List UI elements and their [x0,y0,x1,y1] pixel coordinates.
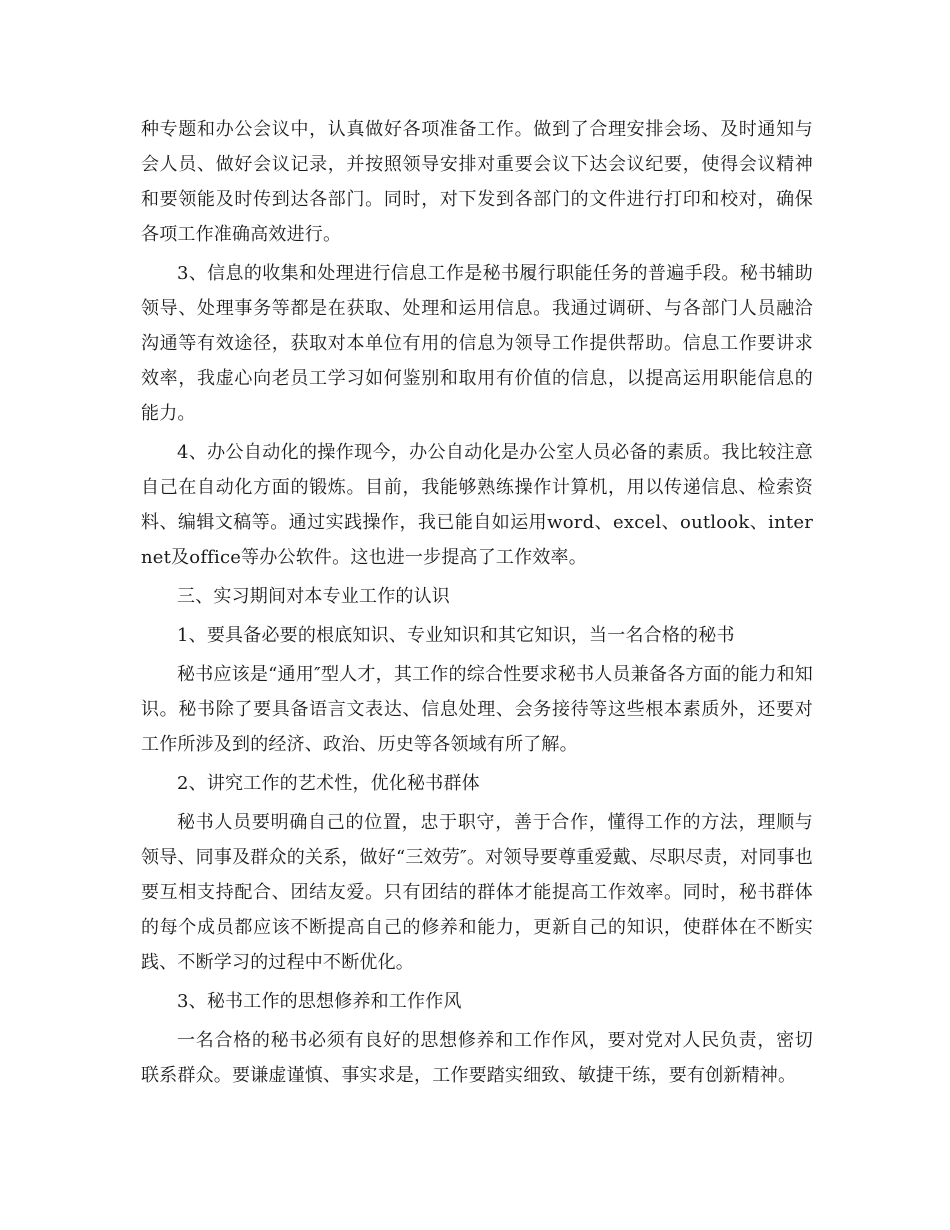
paragraph-qualified-secretary: 一名合格的秘书必须有良好的思想修养和工作作风，要对党对人民负责，密切联系群众。要谦虚谨慎、事实求是，工作要踏实细致、敏捷干练，要有创新精神。 [141,1030,813,1086]
document-body [141,112,813,1097]
paragraph-general-talent: 秘书应该是“通用″型人才，其工作的综合性要求秘书人员兼备各方面的能力和知识。秘书除了要具备语言文表达、信息处理、会务接待等这些根本素质外，还要对工作所涉及到的经济、政治、历史等各领域有所了解。 [141,664,813,755]
subheading-work-style: 3、秘书工作的思想修养和工作作风 [177,991,462,1012]
paragraph-meeting-preparation: 种专题和办公会议中，认真做好各项准备工作。做到了合理安排会场、及时通知与会人员、做好会议记录，并按照领导安排对重要会议下达会议纪要，使得会议精神和要领能及时传到达各部门。同时，对下发到各部门的文件进行打印和校对，确保各项工作准确高效进行。 [141,119,813,245]
paragraph-team-cooperation: 秘书人员要明确自己的位置，忠于职守，善于合作，懂得工作的方法，理顺与领导、同事及群众的关系，做好“三效劳″。对领导要尊重爱戴、尽职尽责，对同事也要互相支持配合、团结友爱。只有团结的群体才能提高工作效率。同时，秘书群体的每个成员都应该不断提高自己的修养和能力，更新自己的知识，使群体在不断实践、不断学习的过程中不断优化。 [141,812,813,973]
section-heading-professional-understanding: 三、实习期间对本专业工作的认识 [177,586,450,607]
subheading-knowledge-requirements: 1、要具备必要的根底知识、专业知识和其它知识，当一名合格的秘书 [177,625,735,646]
paragraph-office-automation: 4、办公自动化的操作现今，办公自动化是办公室人员必备的素质。我比较注意自己在自动化方面的锻炼。目前，我能够熟练操作计算机，用以传递信息、检索资料、编辑文稿等。通过实践操作，我已能自如运用word、excel、outlook、internet及office等办公软件。这也进一步提高了工作效率。 [141,442,813,568]
subheading-work-artistry: 2、讲究工作的艺术性，优化秘书群体 [177,773,480,794]
paragraph-information-handling: 3、信息的收集和处理进行信息工作是秘书履行职能任务的普遍手段。秘书辅助领导、处理事务等都是在获取、处理和运用信息。我通过调研、与各部门人员融洽沟通等有效途径，获取对本单位有用的信息为领导工作提供帮助。信息工作要讲求效率，我虚心向老员工学习如何鉴别和取用有价值的信息，以提高运用职能信息的能力。 [141,263,813,424]
